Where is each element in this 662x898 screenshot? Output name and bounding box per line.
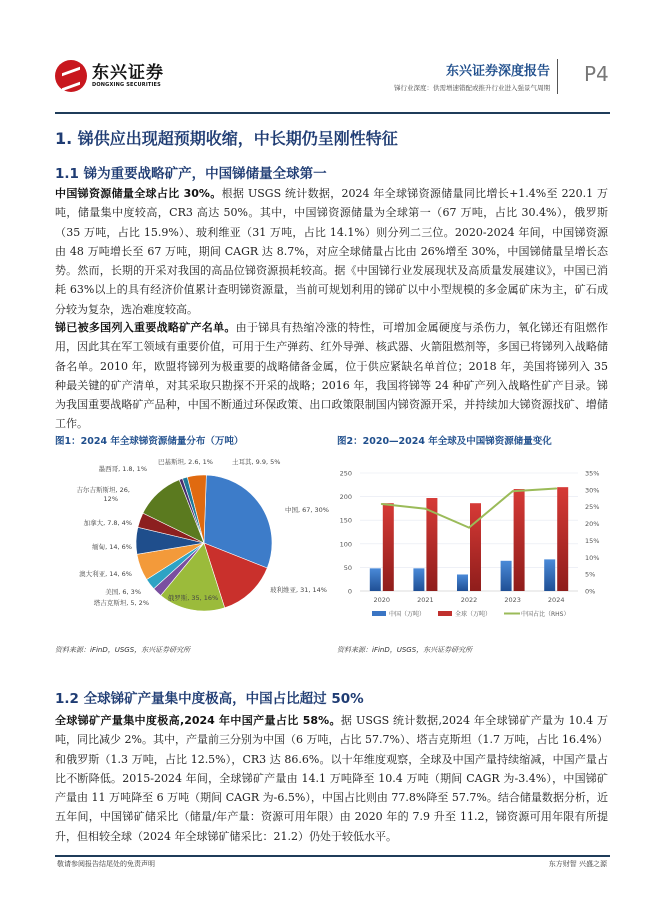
- paragraph-body: 由于锑具有热缩冷涨的特性，可增加金属硬度与杀伤力，氧化锑还有阻燃作用，因此其在军工领域有重要价值，可用于生产弹药、红外导弹、核武器、火箭阻燃剂等，多国已将锑列入战略储备名单。2010 年，欧盟将锑列为极重要的战略储备金属，位于供应紧缺名单首位；2018 年，美国将锑列入 35 种最关键的矿产清单，对其采取只勘探不开采的战略；2016 年，我国将锑等 24 种矿产列入战略性矿产目录。锑为我国重要战略矿产品种，中国不断通过环保政策、出口政策限制国内锑资源开采，并持续加大锑资源找矿、增储工作。: [55, 321, 609, 431]
- pie-label: 土耳其, 9.9, 5%: [232, 458, 281, 466]
- figure1-source: 资料来源：iFinD，USGS，东兴证券研究所: [55, 646, 191, 654]
- y2-tick-label: 15%: [585, 536, 600, 545]
- footer-disclaimer: 敬请参阅报告结尾处的免责声明: [57, 860, 155, 868]
- y-tick-label: 100: [339, 540, 352, 549]
- pie-label: 俄罗斯, 35, 16%: [167, 594, 219, 602]
- legend-label: 中国占比（RHS）: [521, 611, 570, 618]
- logo-name-en: DONGXING SECURITIES: [92, 82, 161, 88]
- x-tick-label: 2022: [460, 596, 478, 604]
- page-number: P4: [584, 62, 609, 86]
- y2-tick-label: 5%: [585, 570, 596, 579]
- report-title: 东兴证券深度报告: [445, 64, 550, 79]
- paragraph-body: 据 USGS 统计数据,2024 年全球锑矿产量为 10.4 万吨，同比减少 2%。其中，产量前三分别为中国（6 万吨，占比 57.7%）、塔吉克斯坦（1.7 万吨，占比 16.4%）和俄罗斯（1.3 万吨，占比 12.5%），CR3 达 86.6%。以十年维度观察，全球及中国产量持续缩减，中国产量占比不断降低。2015-2024 年间，全球锑矿产量由 14.1 万吨降至 10.4 万吨（期间 CAGR 为-3.4%），中国锑矿产量由 11 万吨降至 6 万吨（期间 CAGR 为-6.5%），中国占比则由 77.8%降至 57.7%。结合储量数据分析，近五年间，中国锑矿储采比（储量/年产量：资源可用年限）由 2020 年的 7.9 升至 11.2，锑资源可用年限有所提升，但相较全球（2024 年全球锑矿储采比：21.2）仍处于较低水平。: [55, 714, 609, 843]
- pie-label: 缅甸, 14, 6%: [92, 543, 132, 551]
- subsection-heading: 1.2 全球锑矿产量集中度极高，中国占比超过 50%: [55, 691, 364, 707]
- pie-label: 塔吉克斯坦, 5, 2%: [93, 599, 149, 607]
- logo-name-cn: 东兴证券: [92, 63, 164, 83]
- x-tick-label: 2023: [504, 596, 521, 604]
- legend-swatch: [372, 611, 386, 616]
- line-china-share: [382, 489, 556, 528]
- pie-label: 澳大利亚, 14, 6%: [79, 570, 132, 578]
- report-subtitle: 锑行业深度：供需增速错配或推升行业进入强景气周期: [394, 84, 550, 92]
- pie-label: 巴基斯坦, 2.6, 1%: [158, 458, 213, 466]
- pie-label: 加拿大, 7.8, 4%: [83, 519, 132, 527]
- x-tick-label: 2024: [547, 596, 565, 604]
- pie-label: 墨西哥, 1.8, 1%: [98, 465, 147, 473]
- bar-global: [383, 503, 394, 591]
- figure2-title: 图2：2020—2024 年全球及中国锑资源储量变化: [337, 436, 552, 447]
- pie-label: 玻利维亚, 31, 14%: [270, 586, 327, 594]
- x-tick-label: 2021: [417, 596, 434, 604]
- line-point: [512, 490, 514, 492]
- x-tick-label: 2020: [373, 596, 391, 604]
- line-point: [381, 503, 383, 505]
- footer-slogan: 东方财智 兴盛之源: [548, 860, 607, 868]
- pie-label: 吉尔吉斯斯坦, 26, 12%: [76, 486, 130, 503]
- section-heading: 1. 锑供应出现超预期收缩，中长期仍呈刚性特征: [55, 129, 398, 148]
- y2-tick-label: 25%: [585, 503, 600, 512]
- y2-tick-label: 30%: [585, 486, 600, 495]
- paragraph-lead: 锑已被多国列入重要战略矿产名单。: [55, 321, 236, 334]
- legend-label: 全球（万吨）: [455, 611, 492, 618]
- footer-rule: [55, 855, 610, 857]
- paragraph-production: [55, 711, 608, 846]
- bar-china: [413, 568, 424, 591]
- bar-global: [514, 489, 525, 591]
- line-point: [555, 488, 557, 490]
- y-tick-label: 0: [347, 587, 352, 596]
- y-tick-label: 250: [339, 469, 352, 478]
- bar-global: [557, 487, 568, 591]
- y2-tick-label: 20%: [585, 520, 600, 529]
- line-point: [424, 508, 426, 510]
- figure2-source: 资料来源：iFinD，USGS，东兴证券研究所: [337, 646, 473, 654]
- line-point: [468, 527, 470, 529]
- paragraph-body: 根据 USGS 统计数据，2024 年全球锑资源储量同比增长+1.4%至 220.1 万吨，储量集中度较高，CR3 高达 50%。其中，中国锑资源储量为全球第一（67 万吨，占比 30.4%），俄罗斯（35 万吨，占比 15.9%）、玻利维亚（31 万吨，占比 14.1%）则分列二三位。2020-2024 年间，中国锑资源由 48 万吨增长至 67 万吨，期间 CAGR 达 8.7%，对应全球储量占比由 26%增至 30%，中国锑储量呈增长态势。然而，长期的开采对我国的高品位锑资源损耗较高。据《中国锑行业发展现状及高质量发展建议》，中国已消耗 63%以上的具有经济价值累计查明锑资源量，当前可规划利用的锑矿以中小型规模的多金属矿床为主，矿石成分较为复杂，选冶难度较高。: [55, 187, 608, 316]
- pie-label: 中国, 67, 30%: [285, 506, 329, 514]
- bar-china: [501, 561, 512, 591]
- y-tick-label: 150: [339, 516, 352, 525]
- bar-china: [457, 574, 468, 591]
- bar-china: [544, 559, 555, 591]
- subsection-heading: 1.1 锑为重要战略矿产，中国锑储量全球第一: [55, 166, 327, 182]
- bar-china: [370, 568, 381, 591]
- bar-global: [470, 503, 481, 591]
- pie-label: 美国, 6, 3%: [105, 588, 141, 596]
- figure1-title: 图1：2024 年全球锑资源储量分布（万吨）: [55, 436, 244, 447]
- y2-tick-label: 10%: [585, 553, 600, 562]
- y2-tick-label: 0%: [585, 587, 596, 596]
- y-tick-label: 50: [343, 563, 352, 572]
- paragraph-lead: 全球锑矿产量集中度极高,2024 年中国产量占比 58%。: [55, 714, 341, 727]
- y-tick-label: 200: [339, 493, 352, 502]
- y2-tick-label: 35%: [585, 469, 600, 478]
- legend-label: 中国（万吨）: [389, 611, 426, 618]
- paragraph-lead: 中国锑资源储量全球占比 30%。: [55, 187, 222, 200]
- legend-swatch: [438, 611, 452, 616]
